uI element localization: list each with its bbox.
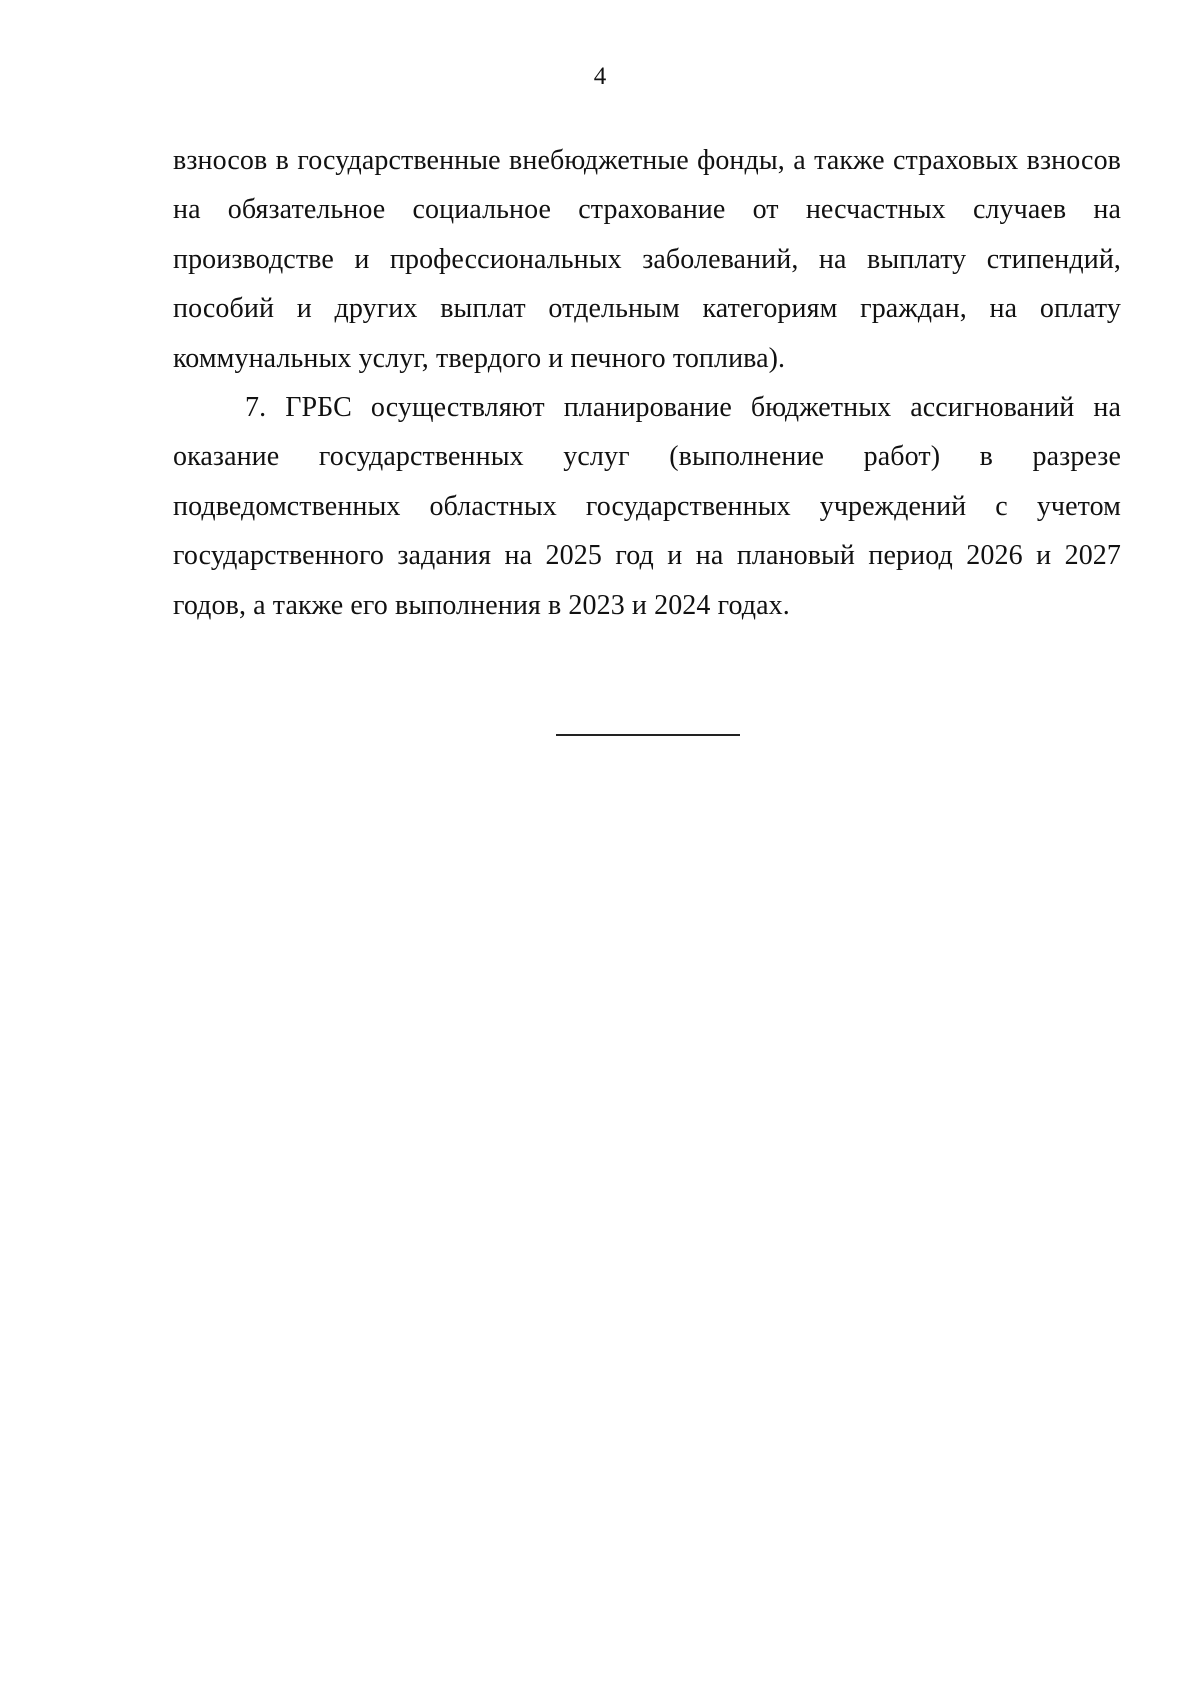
end-of-document-rule: [556, 734, 740, 736]
document-body: [173, 136, 1121, 630]
paragraph-continuation: взносов в государственные внебюджетные фонды, а также страховых взносов на обязательное социальное страхование от несчастных случаев на производстве и профессиональных заболеваний, на выплату стипендий, пособий и других выплат отдельным категориям граждан, на оплату коммунальных услуг, твердого и печного топлива).: [173, 145, 1121, 374]
paragraph-item-7: 7. ГРБС осуществляют планирование бюджетных ассигнований на оказание государственных услуг (выполнение работ) в разрезе подведомственных областных государственных учреждений с учетом государственного задания на 2025 год и на плановый период 2026 и 2027 годов, а также его выполнения в 2023 и 2024 годах.: [173, 392, 1121, 621]
page-number: 4: [593, 63, 607, 90]
